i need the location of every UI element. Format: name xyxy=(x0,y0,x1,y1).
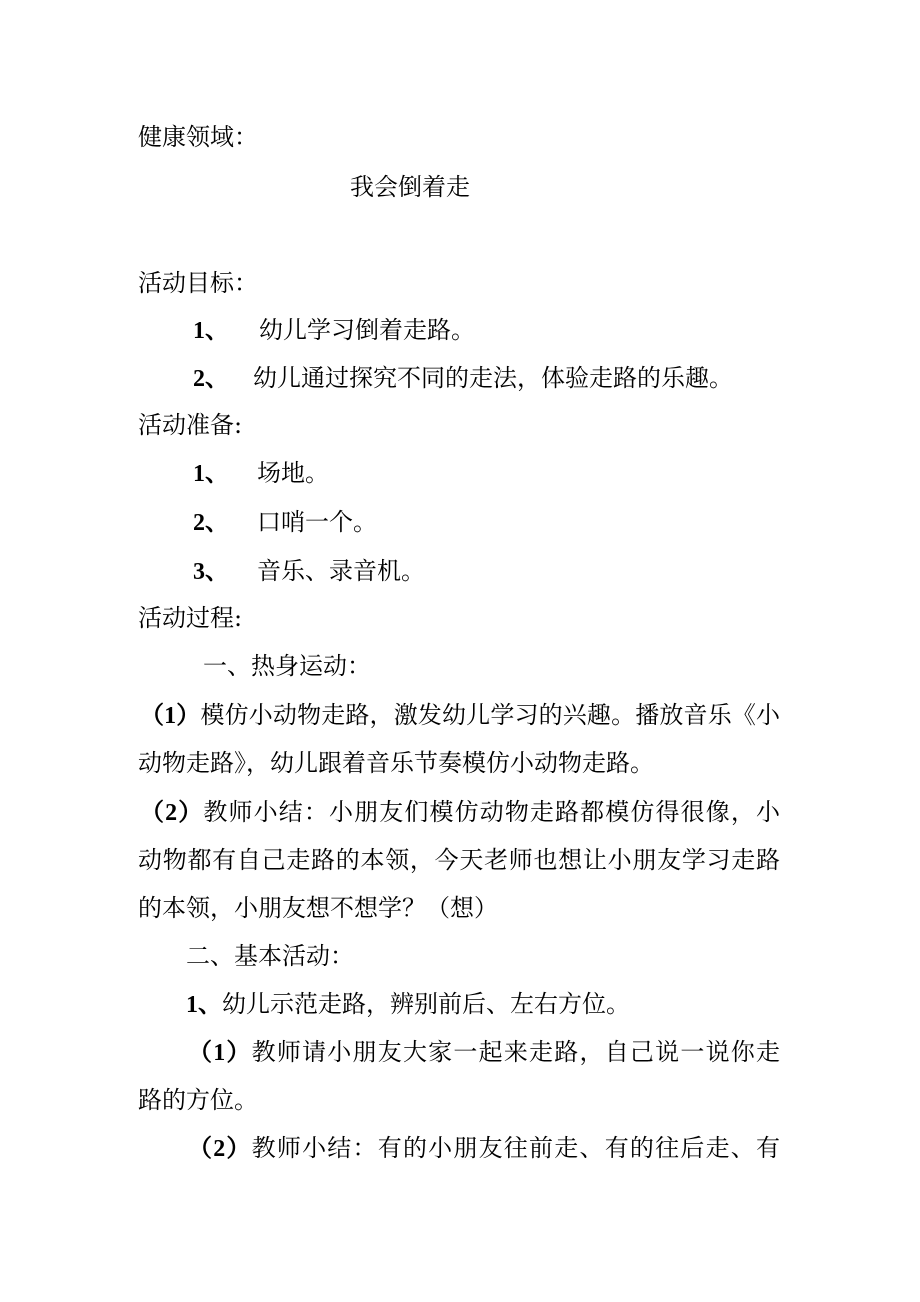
warmup-p2-line1 xyxy=(140,797,780,828)
prep-item-1 xyxy=(193,458,329,489)
goal-item-1-text: 幼儿学习倒着走路。 xyxy=(259,316,475,344)
warmup-p1-line1 xyxy=(140,700,780,731)
basic-step-1-num: 1、 xyxy=(186,992,222,1018)
warmup-p2-line3: 的本领，小朋友想不想学？（想） xyxy=(138,894,498,922)
basic-step-1 xyxy=(186,989,630,1020)
goal-item-2-text: 幼儿通过探究不同的走法，体验走路的乐趣。 xyxy=(253,364,733,392)
prep-item-1-num: 1、 xyxy=(193,461,229,487)
goals-heading: 活动目标： xyxy=(138,269,258,297)
basic-s1a-line1 xyxy=(188,1037,780,1068)
prep-item-3 xyxy=(193,556,425,587)
warmup-p2-num: （2） xyxy=(140,800,204,826)
goal-item-2-num: 2、 xyxy=(193,366,229,392)
warmup-p2-line2: 动物都有自己走路的本领，今天老师也想让小朋友学习走路 xyxy=(138,846,780,874)
process-heading: 活动过程: xyxy=(138,604,243,632)
prep-item-2 xyxy=(193,507,377,538)
basic-s1a-num: （1） xyxy=(188,1040,252,1066)
warmup-p1-num: （1） xyxy=(140,703,201,729)
basic-s1a-text1: 教师请小朋友大家一起来走路，自己说一说你走 xyxy=(251,1038,781,1066)
basic-s1a-line2: 路的方位。 xyxy=(138,1086,258,1114)
warmup-heading: 一、热身运动： xyxy=(203,652,371,680)
prep-item-1-text: 场地。 xyxy=(257,459,329,487)
goal-item-2 xyxy=(193,363,733,394)
basic-s1b-text1: 教师小结：有的小朋友往前走、有的往后走、有 xyxy=(251,1134,781,1162)
prep-item-2-num: 2、 xyxy=(193,510,229,536)
basic-step-1-text: 幼儿示范走路，辨别前后、左右方位。 xyxy=(222,990,630,1018)
domain-label: 健康领域： xyxy=(138,123,258,151)
prep-item-3-text: 音乐、录音机。 xyxy=(257,557,425,585)
warmup-p2-text1: 教师小结：小朋友们模仿动物走路都模仿得很像，小 xyxy=(203,798,781,826)
prep-item-2-text: 口哨一个。 xyxy=(257,508,377,536)
goal-item-1-num: 1、 xyxy=(193,318,229,344)
basic-heading: 二、基本活动： xyxy=(186,942,354,970)
document-title: 我会倒着走 xyxy=(350,173,470,201)
goal-item-1 xyxy=(193,315,475,346)
basic-s1b-line1 xyxy=(188,1133,780,1164)
prep-item-3-num: 3、 xyxy=(193,559,229,585)
warmup-p1-line2: 动物走路》，幼儿跟着音乐节奏模仿小动物走路。 xyxy=(138,749,654,777)
warmup-p1-text1: 模仿小动物走路，激发幼儿学习的兴趣。播放音乐《小 xyxy=(200,701,781,729)
preparation-heading: 活动准备: xyxy=(138,411,243,439)
basic-s1b-num: （2） xyxy=(188,1136,252,1162)
